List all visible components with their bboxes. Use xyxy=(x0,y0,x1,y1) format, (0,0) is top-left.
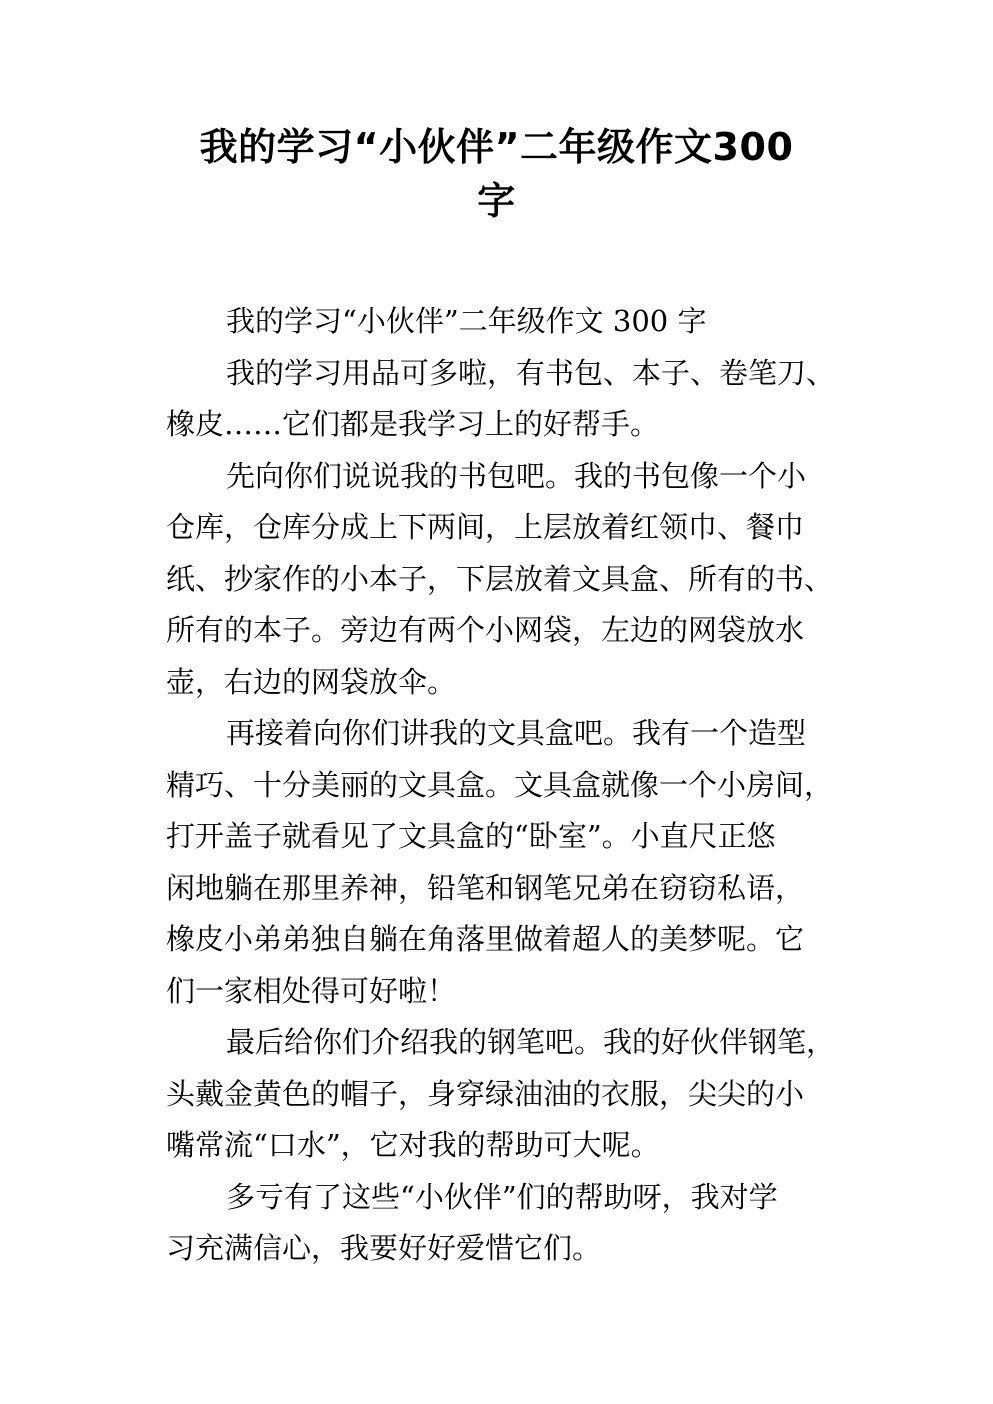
text-line: 先向你们说说我的书包吧。我的书包像一个小 xyxy=(226,458,807,493)
paragraph-pencil-case xyxy=(166,708,846,1017)
text-line: 精巧、十分美丽的文具盒。文具盒就像一个小房间， xyxy=(166,767,834,802)
text-line: 壶，右边的网袋放伞。 xyxy=(166,664,457,699)
paragraph-pen xyxy=(166,1017,846,1172)
title-line-2: 字 xyxy=(477,179,516,223)
document-title xyxy=(160,120,833,228)
text-line: 闲地躺在那里养神，铅笔和钢笔兄弟在窃窃私语， xyxy=(166,870,805,905)
text-line: 橡皮小弟弟独自躺在角落里做着超人的美梦呢。它 xyxy=(166,922,805,956)
text-line: 多亏有了这些“小伙伴”们的帮助呀，我对学 xyxy=(226,1179,778,1214)
text-line: 打开盖子就看见了文具盒的“卧室”。小直尺正悠 xyxy=(166,819,776,853)
text-line: 仓库，仓库分成上下两间，上层放着红领巾、餐巾 xyxy=(166,510,805,544)
text-line: 纸、抄家作的小本子，下层放着文具盒、所有的书、 xyxy=(166,561,834,596)
text-line: 我的学习“小伙伴”二年级作文 300 字 xyxy=(226,304,707,338)
text-line: 最后给你们介绍我的钢笔吧。我的好伙伴钢笔， xyxy=(226,1025,836,1059)
paragraph-intro xyxy=(166,348,846,451)
text-line: 我的学习用品可多啦，有书包、本子、卷笔刀、 xyxy=(226,355,836,390)
text-line: 再接着向你们讲我的文具盒吧。我有一个造型 xyxy=(226,716,807,750)
text-line: 所有的本子。旁边有两个小网袋，左边的网袋放水 xyxy=(166,613,805,647)
title-line-1: 我的学习“小伙伴”二年级作文300 xyxy=(199,125,794,169)
text-line: 橡皮……它们都是我学习上的好帮手。 xyxy=(166,407,660,441)
paragraph-conclusion xyxy=(166,1172,846,1275)
text-line: 习充满信心，我要好好爱惜它们。 xyxy=(166,1231,602,1265)
document-body xyxy=(166,296,846,1275)
text-line: 头戴金黄色的帽子，身穿绿油油的衣服，尖尖的小 xyxy=(166,1076,805,1111)
paragraph-schoolbag xyxy=(166,451,846,709)
text-line: 们一家相处得可好啦！ xyxy=(166,973,457,1008)
paragraph-heading xyxy=(166,296,846,348)
text-line: 嘴常流“口水”，它对我的帮助可大呢。 xyxy=(166,1128,660,1162)
